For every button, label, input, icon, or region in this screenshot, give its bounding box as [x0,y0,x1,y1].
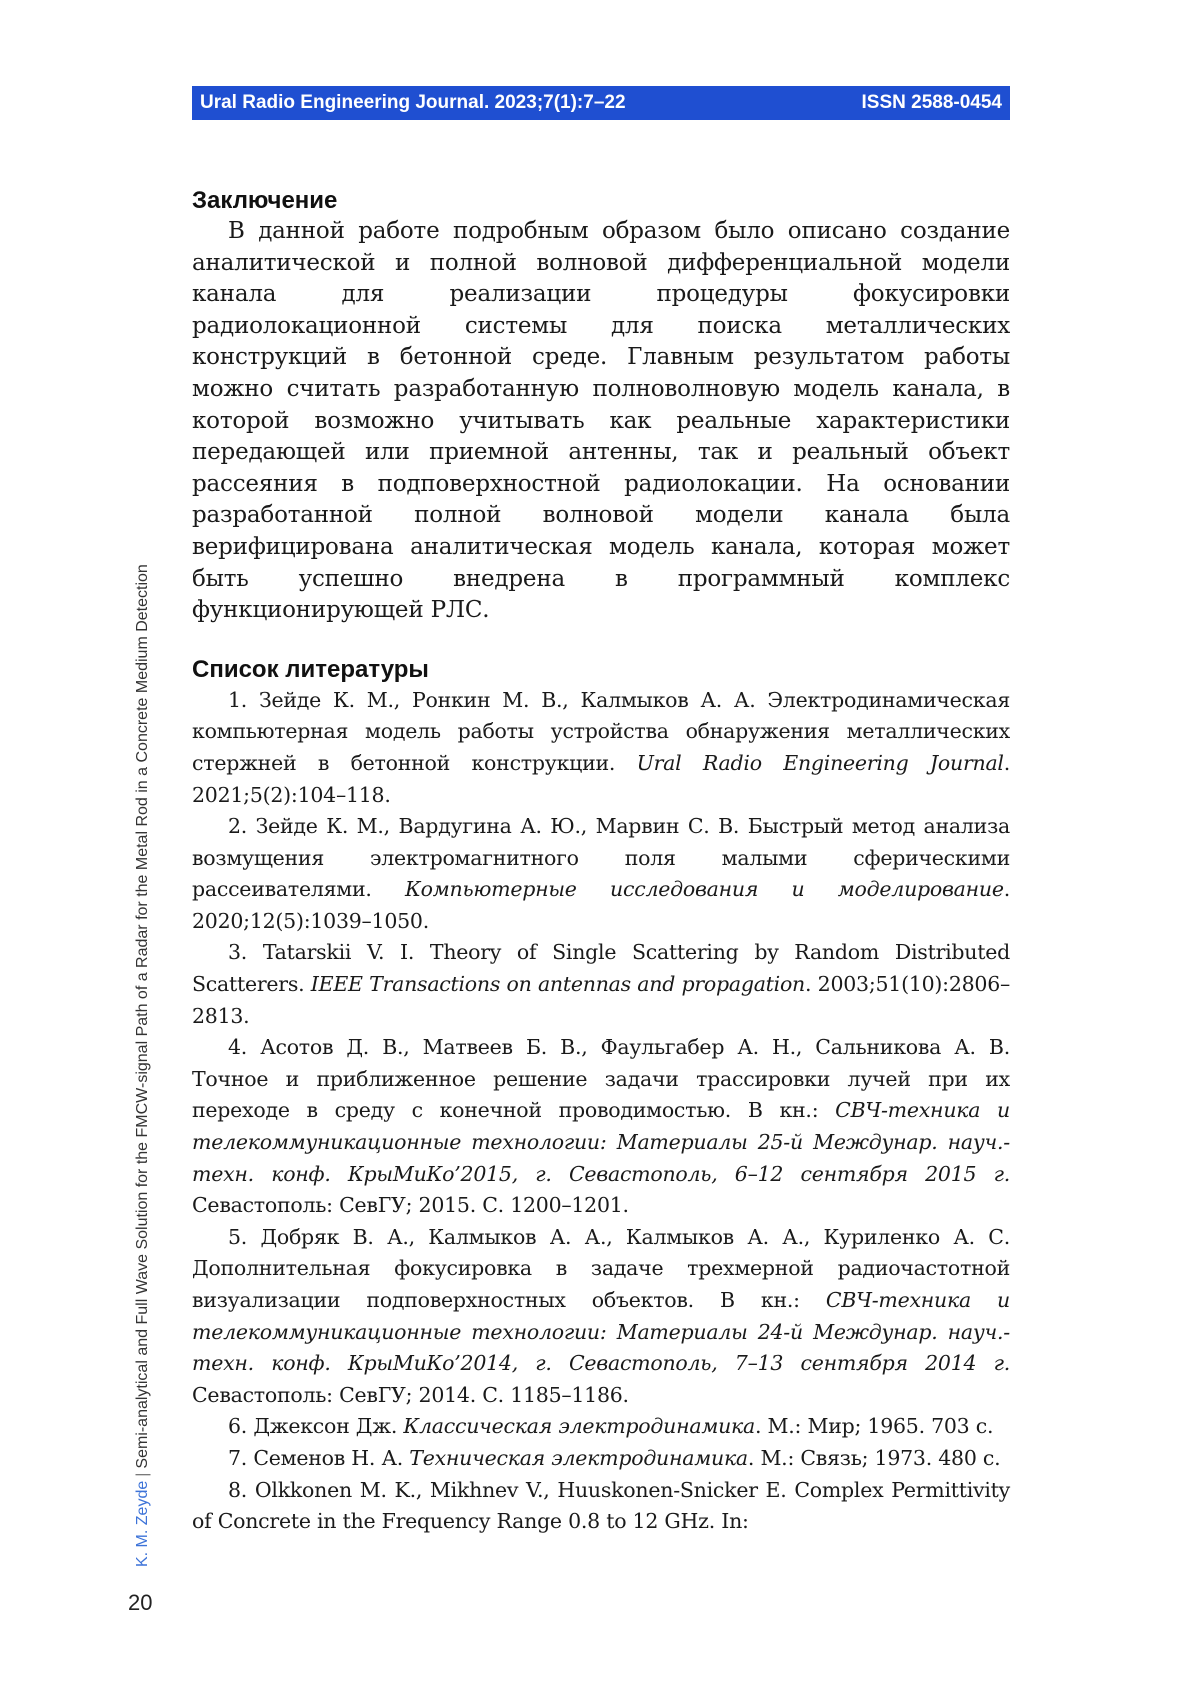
journal-header-bar [192,86,1010,120]
reference-text: 1. Зейде К. М., Ронкин М. В., Калмыков А. А. Электродинамическая компьютерная модель работы устройства обнаружения металлических стержней в бетонной конструкции. [192,687,1010,775]
reference-text: 7. Семенов Н. А. [228,1445,410,1470]
reference-details: . 2003;51(10):2806–2813. [192,972,1010,1028]
reference-details: Севастополь: СевГУ; 2014. С. 1185–1186. [192,1382,629,1407]
reference-item-3 [192,937,1010,1032]
references-heading: Список литературы [192,655,429,683]
running-separator: | [134,1472,151,1477]
reference-details: . М.: Связь; 1973. 480 с. [747,1445,1001,1470]
reference-list [192,685,1010,1538]
reference-details: . 2020;12(5):1039–1050. [192,877,1011,933]
page-number: 20 [128,1590,153,1615]
reference-details: . М.: Мир; 1965. 703 с. [754,1414,994,1439]
issn-label: ISSN 2588-0454 [861,92,1002,113]
reference-source: Классическая электродинамика [403,1414,755,1439]
reference-text: 6. Джексон Дж. [228,1414,404,1439]
reference-source: СВЧ-техника и телекоммуникационные технологии: Материалы 24-й Междунар. науч.-техн. конф. КрыМиКо’2014, г. Севастополь, 7–13 сентября 2014 г. [192,1288,1010,1376]
reference-text: 5. Добряк В. А., Калмыков А. А., Калмыков А. А., Куриленко А. С. Дополнительная фокусировка в задаче трехмерной радиочастотной визуализации подповерхностных объектов. В кн.: [192,1224,1010,1312]
reference-text: 4. Асотов Д. В., Матвеев Б. В., Фаульгабер А. Н., Сальникова А. В. Точное и приближенное решение задачи трассировки лучей при их переходе в среду с конечной проводимостью. В кн.: [192,1035,1010,1123]
reference-details: Севастополь: СевГУ; 2015. С. 1200–1201. [192,1193,629,1218]
running-title-vertical [134,564,152,1567]
reference-details: . 2021;5(2):104–118. [192,750,1011,807]
conclusion-heading: Заключение [192,187,338,214]
reference-text: 8. Olkkonen M. K., Mikhnev V., Huuskonen-Snicker E. Complex Permittivity of Concrete in the Frequency Range 0.8 to 12 GHz. In: [192,1477,1010,1534]
running-author: K. M. Zeyde [134,1480,151,1567]
article-content [192,186,1010,1538]
reference-text: 3. Tatarskii V. I. Theory of Single Scattering by Random Distributed Scatterers. [192,940,1010,997]
reference-item-8 [192,1475,1010,1538]
reference-text: 2. Зейде К. М., Вардугина А. Ю., Марвин С. В. Быстрый метод анализа возмущения электромагнитного поля малыми сферическими рассеивателями. [192,814,1010,902]
reference-source: Компьютерные исследования и моделирование [405,877,1004,902]
reference-item-1 [192,685,1010,811]
reference-item-7 [192,1443,1010,1475]
reference-item-6 [192,1411,1010,1443]
running-article-title: Semi-analytical and Full Wave Solution for the FMCW-signal Path of a Radar for the Metal Rod in a Concrete Medium Detection [134,564,151,1469]
reference-source: IEEE Transactions on antennas and propagation [310,972,806,997]
reference-source: Ural Radio Engineering Journal [636,750,1004,775]
reference-source: Техническая электродинамика [409,1445,748,1470]
conclusion-paragraph: В данной работе подробным образом было описано создание аналитической и полной волновой дифференциальной модели канала для реализации процедуры фокусировки радиолокационной системы для поиска металлических конструкций в бетонной среде. Главным результатом работы можно считать разработанную полноволновую модель канала, в которой возможно учитывать как реальные характеристики передающей или приемной антенны, так и реальный объект рассеяния в подповерхностной радиолокации. На основании разработанной полной волновой модели канала была верифицирована аналитическая модель канала, которая может быть успешно внедрена в программный комплекс функционирующей РЛС. [192,218,1010,624]
journal-citation: Ural Radio Engineering Journal. 2023;7(1):7–22 [200,92,626,113]
reference-item-2 [192,811,1010,937]
reference-item-5 [192,1222,1010,1412]
reference-source: СВЧ-техника и телекоммуникационные технологии: Материалы 25-й Междунар. науч.-техн. конф. КрыМиКо’2015, г. Севастополь, 6–12 сентября 2015 г. [192,1098,1010,1186]
reference-item-4 [192,1032,1010,1222]
